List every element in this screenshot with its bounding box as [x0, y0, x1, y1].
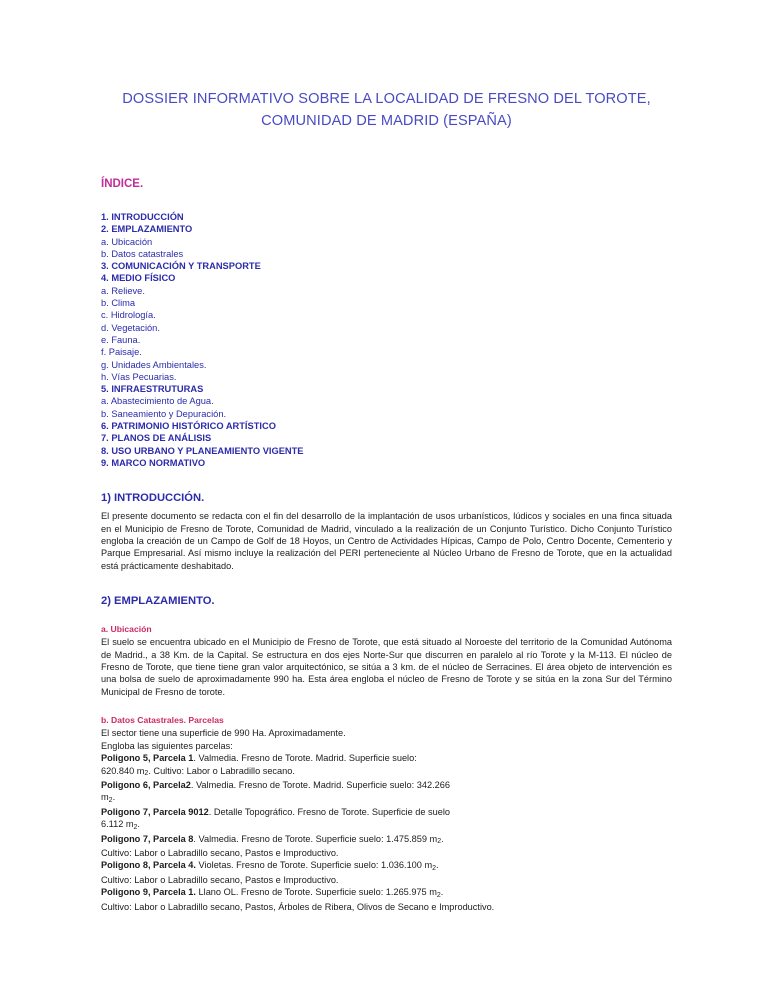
index-list — [101, 211, 672, 469]
index-item[interactable]: 5. INFRAESTRUTURAS — [101, 384, 204, 395]
parcel-area-suffix: . — [440, 887, 444, 898]
section-heading-emplazamiento: 2) EMPLAZAMIENTO. — [101, 595, 215, 608]
document-content — [101, 0, 672, 913]
index-section — [101, 177, 672, 469]
area-unit-exponent: 2 — [133, 823, 138, 831]
index-item[interactable]: g. Unidades Ambientales. — [101, 359, 207, 370]
parcel-detail: . Valmedia. Fresno de Torote. Madrid. Superficie suelo: 342.266 — [190, 779, 450, 790]
catastrales-intro-line-1: El sector tiene una superficie de 990 Ha. Aproximadamente. — [101, 728, 346, 739]
parcel-id: Poligono 8, Parcela 4. — [101, 860, 196, 871]
index-item[interactable]: 3. COMUNICACIÓN Y TRANSPORTE — [101, 261, 261, 272]
area-unit-exponent: 2 — [436, 891, 441, 899]
page-title: DOSSIER INFORMATIVO SOBRE LA LOCALIDAD DE FRESNO DEL TOROTE, COMUNIDAD DE MADRID (ESPAÑA) — [122, 91, 651, 129]
index-heading: ÍNDICE. — [101, 178, 144, 190]
index-item[interactable]: b. Clima — [101, 298, 136, 309]
parcel-id: Poligono 5, Parcela 1 — [101, 753, 194, 764]
parcel-area-suffix: . — [112, 792, 116, 803]
subheading-ubicacion: a. Ubicación — [101, 624, 152, 635]
parcel-detail: Violetas. Fresno de Torote. Superficie suelo: 1.036.100 m — [195, 860, 433, 871]
index-item[interactable]: a. Ubicación — [101, 236, 153, 247]
index-item[interactable]: f. Paisaje. — [101, 347, 142, 358]
index-item[interactable]: h. Vías Pecuarias. — [101, 371, 177, 382]
parcel-detail: Llano OL. Fresno de Torote. Superficie suelo: 1.265.975 m — [195, 887, 437, 898]
parcel-detail: . Valmedia. Fresno de Torote. Superficie suelo: 1.475.859 m — [193, 833, 438, 844]
parcel-area-suffix: . — [436, 860, 439, 871]
parcel-id: Poligono 7, Parcela 8 — [101, 833, 194, 844]
index-item[interactable]: c. Hidrología. — [101, 310, 156, 321]
index-item[interactable]: 4. MEDIO FÍSICO — [101, 273, 176, 284]
index-item[interactable]: 9. MARCO NORMATIVO — [101, 457, 206, 468]
parcel-entry — [101, 752, 672, 779]
index-item[interactable]: 6. PATRIMONIO HISTÓRICO ARTÍSTICO — [101, 421, 276, 432]
index-item[interactable]: 2. EMPLAZAMIENTO — [101, 224, 193, 235]
parcel-entry — [101, 833, 672, 847]
section-introduccion — [101, 491, 672, 572]
section-emplazamiento — [101, 594, 672, 913]
parcel-entry — [101, 886, 672, 900]
area-unit-exponent: 2 — [144, 770, 149, 778]
parcel-cultivo: Cultivo: Labor o Labradillo secano, Pastos e Improductivo. — [101, 847, 339, 858]
index-item[interactable]: b. Datos catastrales — [101, 248, 184, 259]
index-item[interactable]: b. Saneamiento y Depuración. — [101, 408, 227, 419]
introduccion-paragraph: El presente documento se redacta con el fin del desarrollo de la implantación de usos urbanísticos, lúdicos y sociales en una finca situada en el Municipio de Fresno de Torote, Comunidad de Madrid, vinculado a la realización de un Conjunto Turístico. Dicho Conjunto Turístico engloba la creación de un Campo de Golf de 18 Hoyos, un Centro de Actividades Hípicas, Campo de Polo, Centro Docente, Cementerio y Parque Empresarial. Así mismo incluye la realización del PERI perteneciente al Núcleo Urbano de Fresno de Torote, que en la actualidad está prácticamente deshabitado. — [101, 511, 672, 571]
index-item[interactable]: d. Vegetación. — [101, 322, 160, 333]
index-item[interactable]: a. Relieve. — [101, 285, 145, 296]
area-unit-exponent: 2 — [108, 796, 113, 804]
parcel-id: Poligono 6, Parcela2 — [101, 779, 191, 790]
ubicacion-paragraph: El suelo se encuentra ubicado en el Municipio de Fresno de Torote, que está situado al Noroeste del territorio de la Comunidad Autónoma de Madrid., a 38 Km. de la Capital. Se estructura en dos ejes Norte-Sur que discurren en paralelo al río Torote y la M-113. El núcleo de Fresno de Torote, que tiene tiene gran valor arquitectónico, se sitúa a 3 km. de el núcleo de Serracines. El área objeto de intervención es una bolsa de suelo de aproximadamente 990 ha. Esta área engloba el núcleo de Fresno de Torote y se sitúa en la zona Sur del Término Municipal de Fresno de torote. — [101, 637, 672, 697]
index-item[interactable]: 1. INTRODUCCIÓN — [101, 212, 184, 222]
parcel-entry — [101, 779, 672, 806]
parcel-id: Poligono 9, Parcela 1. — [101, 887, 196, 898]
parcel-area: m — [101, 792, 109, 803]
area-unit-exponent: 2 — [432, 864, 437, 872]
parcel-area: 620.840 m — [101, 765, 145, 776]
parcel-entry — [101, 806, 672, 833]
parcel-area-suffix: . — [137, 819, 140, 830]
area-unit-exponent: 2 — [437, 838, 442, 846]
parcel-area: 6.112 m — [101, 819, 134, 830]
parcel-id: Poligono 7, Parcela 9012 — [101, 806, 209, 817]
parcel-detail: . Valmedia. Fresno de Torote. Madrid. Superficie suelo: — [193, 753, 417, 764]
parcel-entry — [101, 859, 672, 873]
parcel-list — [101, 752, 672, 913]
parcel-detail: . Detalle Topográfico. Fresno de Torote. Superficie de suelo — [208, 806, 450, 817]
parcel-area-suffix: . Cultivo: Labor o Labradillo secano. — [148, 765, 295, 776]
parcel-cultivo: Cultivo: Labor o Labradillo secano, Pastos, Árboles de Ribera, Olivos de Secano e Improductivo. — [101, 901, 495, 912]
index-item[interactable]: 7. PLANOS DE ANÁLISIS — [101, 433, 212, 444]
index-item[interactable]: 8. USO URBANO Y PLANEAMIENTO VIGENTE — [101, 445, 304, 456]
spacer — [101, 613, 672, 623]
parcel-area-suffix: . — [441, 833, 444, 844]
index-item[interactable]: a. Abastecimiento de Agua. — [101, 396, 214, 407]
subheading-datos-catastrales: b. Datos Catastrales. Parcelas — [101, 715, 224, 726]
parcel-cultivo: Cultivo: Labor o Labradillo secano, Pastos e Improductivo. — [101, 874, 339, 885]
index-item[interactable]: e. Fauna. — [101, 334, 141, 345]
spacer — [101, 698, 672, 714]
catastrales-intro-line-2: Engloba las siguientes parcelas: — [101, 740, 233, 751]
section-heading-introduccion: 1) INTRODUCCIÓN. — [101, 492, 205, 505]
